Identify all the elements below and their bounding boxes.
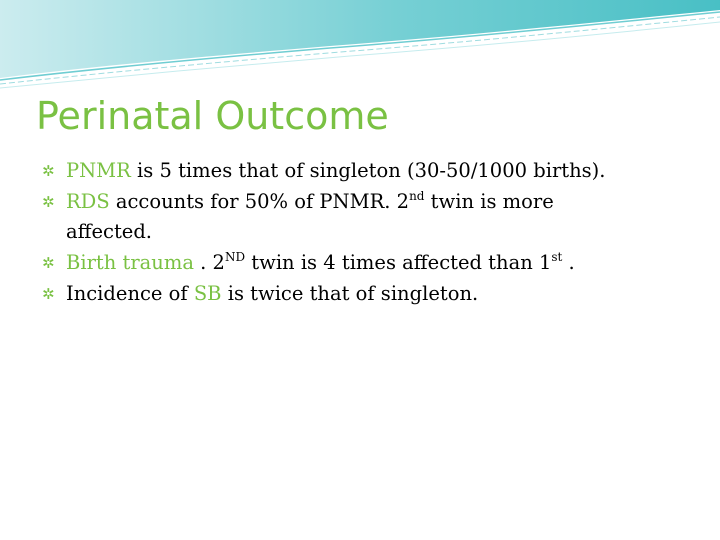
superscript-nd: ND <box>224 250 246 264</box>
slide-title: Perinatal Outcome <box>36 94 389 138</box>
bullet-pnmr <box>42 156 706 186</box>
bullet-star-icon: ✲ <box>42 162 55 180</box>
term-birth-trauma: Birth trauma <box>66 251 194 274</box>
bullet-birth-trauma <box>42 248 706 278</box>
bullet-text: is 5 times that of singleton (30-50/1000 births). <box>130 159 606 182</box>
bullet-text: accounts for 50% of PNMR. 2 <box>109 190 410 213</box>
bullet-text: . <box>562 251 575 274</box>
bullet-text: Incidence of <box>66 282 194 305</box>
term-pnmr: PNMR <box>66 159 131 182</box>
bullet-incidence-sb <box>42 279 706 309</box>
bullet-star-icon: ✲ <box>42 285 55 303</box>
bullet-list <box>42 156 706 310</box>
bullet-rds <box>42 187 706 247</box>
superscript-st: st <box>551 250 563 264</box>
bullet-text: twin is more affected. <box>66 190 554 243</box>
bullet-text: . 2 <box>193 251 225 274</box>
bullet-star-icon: ✲ <box>42 193 55 211</box>
superscript-nd: nd <box>409 189 425 203</box>
bullet-star-icon: ✲ <box>42 254 55 272</box>
header-wave-decoration <box>0 0 720 90</box>
bullet-text: twin is 4 times affected than 1 <box>245 251 552 274</box>
term-rds: RDS <box>66 190 110 213</box>
term-sb: SB <box>193 282 222 305</box>
wave-fill-shape <box>0 0 720 78</box>
bullet-text: is twice that of singleton. <box>221 282 479 305</box>
